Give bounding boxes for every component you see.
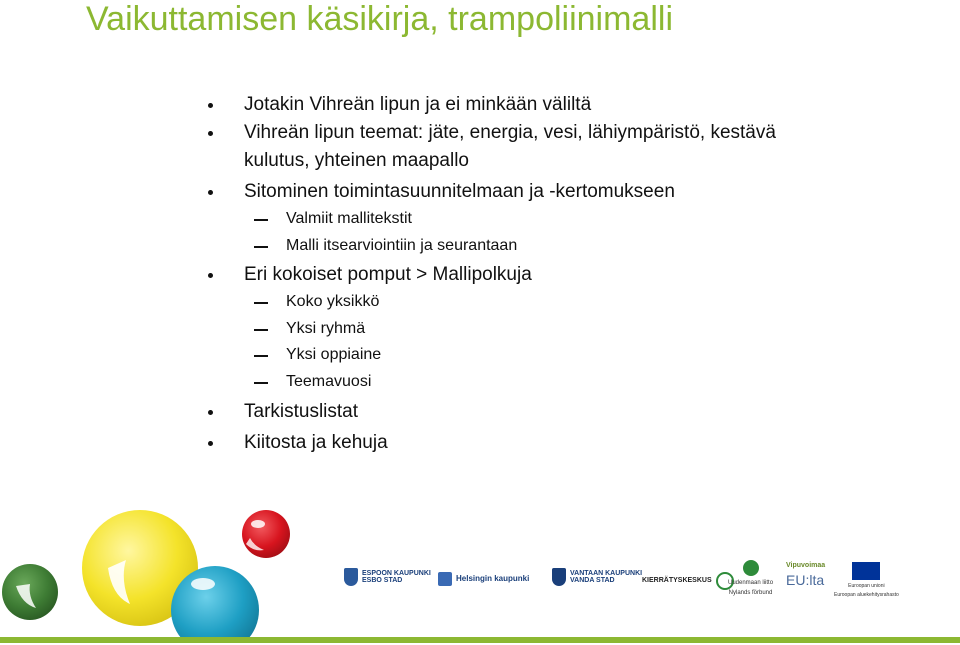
sub-bullet-item (286, 346, 381, 364)
red-ball-shine (251, 520, 265, 528)
dash-icon (254, 302, 268, 304)
sub-bullet-text: Koko yksikkö (286, 293, 380, 310)
sub-bullet-text: Malli itsearviointiin ja seurantaan (286, 237, 518, 254)
vantaa-crest-icon (552, 568, 566, 586)
eu-logo (834, 562, 899, 599)
helsinki-logo (438, 572, 529, 586)
dash-icon (254, 382, 268, 384)
vipu-line2: EU:lta (786, 572, 825, 589)
espoo-line1: ESPOON KAUPUNKI (362, 569, 431, 577)
vantaa-line1: VANTAAN KAUPUNKI (570, 569, 643, 577)
leaf-icon (743, 560, 759, 576)
bullet-text: Tarkistuslistat (244, 401, 359, 422)
bullet-item (244, 94, 591, 116)
bullet-item (244, 122, 776, 144)
vantaa-line2: VANDA STAD (570, 577, 615, 584)
dash-icon (254, 355, 268, 357)
sub-bullet-text: Teemavuosi (286, 373, 372, 390)
partner-logos (330, 556, 950, 606)
bullet-dot-icon (208, 410, 213, 415)
eu-line2: Euroopan aluekehitysrahasto (834, 592, 899, 599)
espoo-crest-icon (344, 568, 358, 586)
slide-title: Vaikuttamisen käsikirja, trampoliinimalli (86, 0, 673, 38)
sub-bullet-item (286, 210, 412, 228)
kierratys-text: KIERRÄTYSKESKUS (642, 577, 712, 585)
luonto-line1: Uudenmaan liitto (728, 580, 774, 586)
bullet-text: kulutus, yhteinen maapallo (244, 150, 469, 171)
bullet-dot-icon (208, 103, 213, 108)
bullet-text: Sitominen toimintasuunnitelmaan ja -kertomukseen (244, 181, 675, 202)
bullet-item (244, 264, 532, 286)
bullet-dot-icon (208, 190, 213, 195)
bullet-text: Kiitosta ja kehuja (244, 432, 388, 453)
helsinki-crest-icon (438, 572, 452, 586)
vipu-line1: Vipuvoimaa (786, 562, 826, 569)
bullet-dot-icon (208, 273, 213, 278)
dash-icon (254, 329, 268, 331)
sub-bullet-text: Yksi ryhmä (286, 320, 366, 337)
bullet-item (244, 401, 358, 423)
bullet-item (244, 181, 675, 203)
helsinki-text: Helsingin kaupunki (456, 573, 530, 583)
bullet-text: Vihreän lipun teemat: jäte, energia, vesi, lähiympäristö, kestävä (244, 122, 776, 143)
espoo-line2: ESBO STAD (362, 577, 403, 584)
eu-flag-icon (852, 562, 880, 580)
sub-bullet-item (286, 293, 379, 311)
uudenmaan-liitto-logo (728, 560, 773, 597)
bullet-continuation (244, 150, 469, 172)
red-ball (242, 510, 290, 558)
sub-bullet-item (286, 237, 517, 255)
bullet-dot-icon (208, 441, 213, 446)
bullet-item (244, 432, 388, 454)
sub-bullet-item (286, 320, 365, 338)
dash-icon (254, 246, 268, 248)
bullet-text: Eri kokoiset pomput > Mallipolkuja (244, 264, 532, 285)
eu-line1: Euroopan unioni (848, 583, 885, 589)
decorative-balls (0, 500, 320, 640)
blue-ball-shine (191, 578, 215, 590)
green-ball (2, 564, 58, 620)
footer-green-bar (0, 637, 960, 643)
vantaa-logo (552, 568, 642, 586)
luonto-line2: Nylands förbund (728, 590, 773, 597)
bullet-dot-icon (208, 131, 213, 136)
bullet-text: Jotakin Vihreän lipun ja ei minkään väliltä (244, 94, 592, 115)
sub-bullet-text: Yksi oppiaine (286, 346, 382, 363)
sub-bullet-item (286, 373, 371, 391)
kierratyskeskus-logo (642, 572, 734, 590)
vipuvoimaa-logo (786, 562, 825, 588)
espoo-logo (344, 568, 431, 586)
dash-icon (254, 219, 268, 221)
sub-bullet-text: Valmiit mallitekstit (286, 210, 412, 227)
